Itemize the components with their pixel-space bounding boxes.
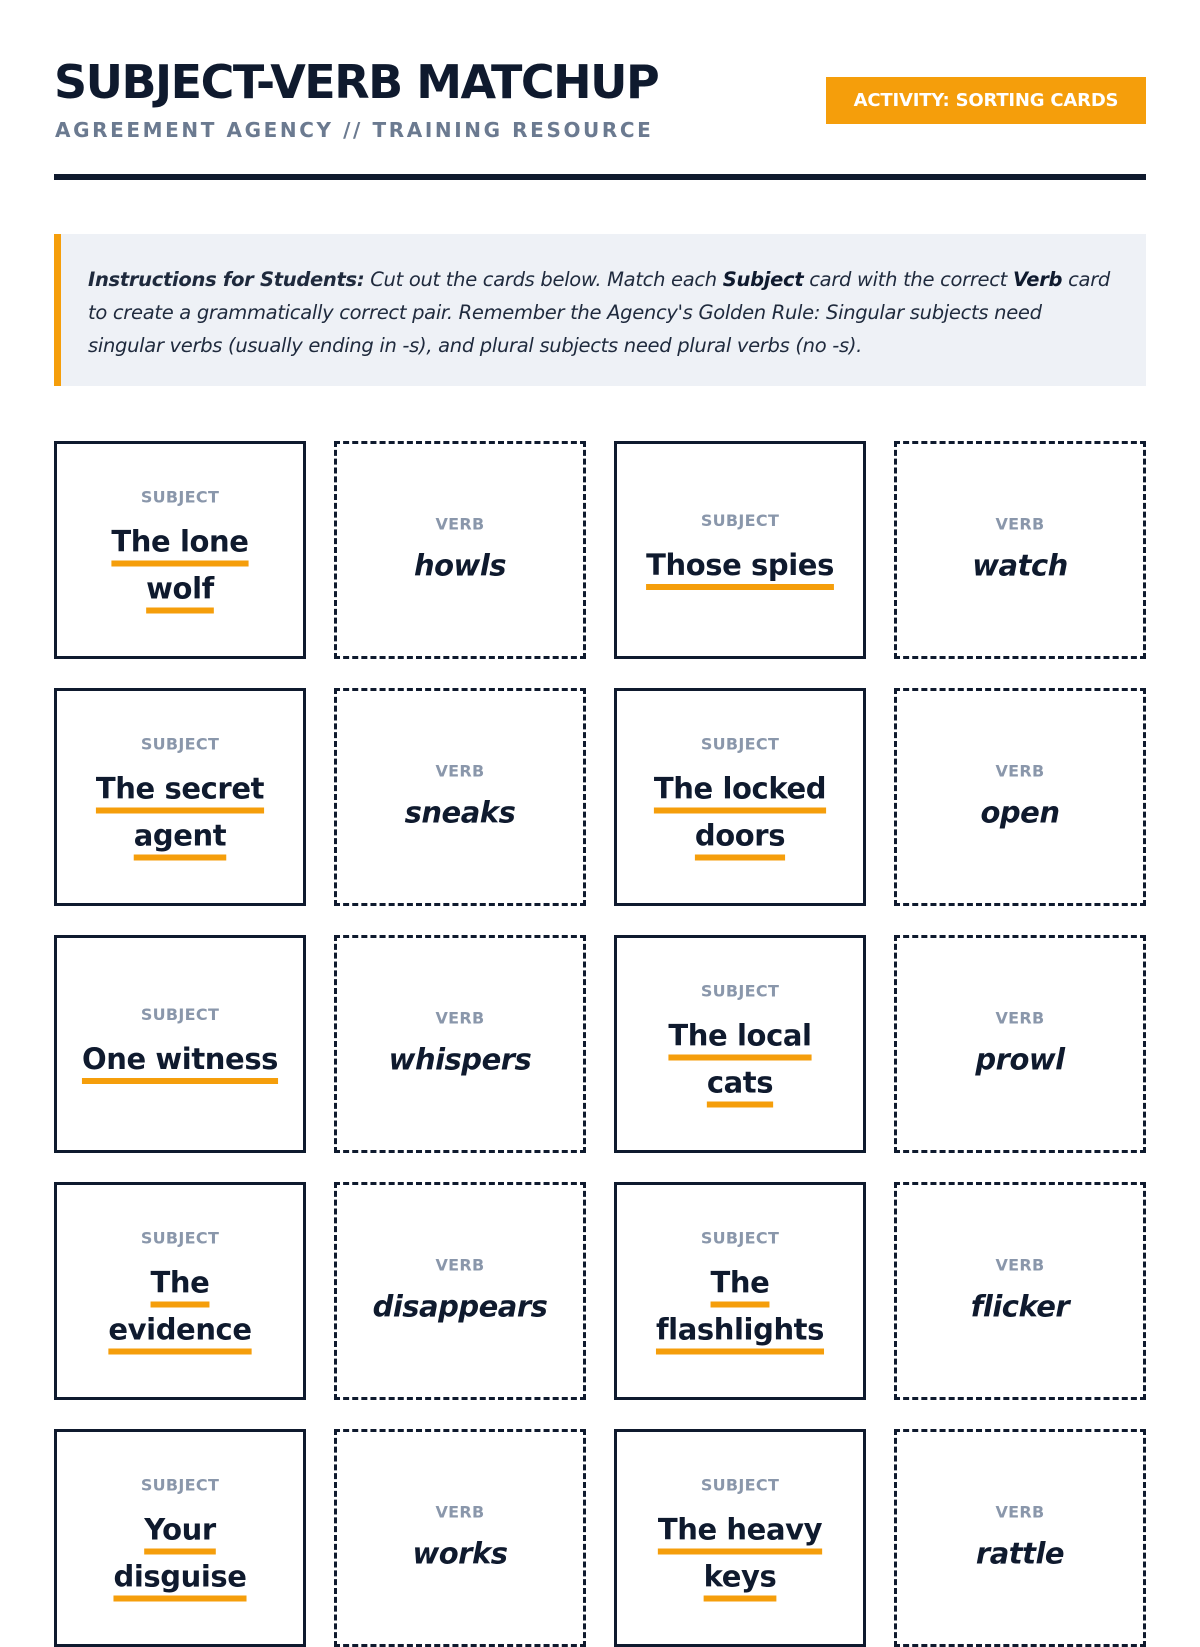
verb-text: flicker: [970, 1289, 1070, 1324]
card-label: VERB: [435, 514, 485, 534]
subject-text: One witness: [81, 1042, 279, 1076]
page-title: SUBJECT-VERB MATCHUP: [54, 55, 659, 109]
verb-card[interactable]: [894, 1182, 1146, 1400]
header-divider: [54, 174, 1146, 180]
subject-text: The secret agent: [95, 771, 265, 853]
instructions-lead: Instructions for Students:: [88, 268, 365, 291]
subject-card[interactable]: [54, 935, 306, 1153]
instructions-bold-verb: Verb: [1012, 268, 1063, 291]
verb-text: howls: [413, 548, 507, 583]
header: [54, 0, 1146, 180]
card-label: SUBJECT: [140, 1005, 220, 1024]
subject-text: The heavy keys: [657, 1512, 823, 1594]
instructions-bold-subject: Subject: [722, 268, 804, 291]
instructions-box: [54, 234, 1146, 386]
card-label: VERB: [435, 1255, 485, 1275]
subject-text: The local cats: [668, 1018, 812, 1100]
instructions-text: card to create a grammatically correct pair. Remember the Agency's Golden Rule: Singular subjects need singular verbs (usually ending in -s), and plural subjects need plural verbs (no -s).: [88, 268, 1110, 357]
subject-card[interactable]: [54, 441, 306, 659]
subject-card[interactable]: [614, 1429, 866, 1647]
card-label: VERB: [995, 1008, 1045, 1028]
subject-card[interactable]: [54, 1429, 306, 1647]
verb-text: rattle: [975, 1536, 1065, 1571]
subject-card[interactable]: [614, 1182, 866, 1400]
verb-text: disappears: [372, 1289, 548, 1324]
card-label: SUBJECT: [700, 511, 780, 530]
card-label: VERB: [435, 761, 485, 781]
instructions-text: card with the correct: [803, 268, 1013, 291]
verb-card[interactable]: [334, 688, 586, 906]
card-label: VERB: [435, 1008, 485, 1028]
card-label: SUBJECT: [700, 1228, 780, 1248]
verb-card[interactable]: [334, 1182, 586, 1400]
subject-text: The locked doors: [653, 771, 827, 853]
subject-card[interactable]: [54, 688, 306, 906]
card-label: VERB: [995, 1502, 1045, 1522]
subject-card[interactable]: [614, 688, 866, 906]
card-label: SUBJECT: [140, 1228, 220, 1248]
instructions-text: Cut out the cards below. Match each: [364, 268, 723, 291]
page-subtitle: AGREEMENT AGENCY // TRAINING RESOURCE: [55, 118, 654, 142]
verb-card[interactable]: [334, 935, 586, 1153]
verb-text: prowl: [975, 1042, 1065, 1077]
card-label: SUBJECT: [140, 487, 220, 507]
verb-text: open: [980, 795, 1060, 830]
card-label: VERB: [995, 761, 1045, 781]
subject-text: The flashlights: [655, 1265, 825, 1347]
verb-text: sneaks: [404, 795, 516, 830]
subject-card[interactable]: [614, 935, 866, 1153]
verb-text: watch: [972, 548, 1068, 583]
card-label: SUBJECT: [700, 1475, 780, 1495]
card-label: SUBJECT: [140, 734, 220, 754]
subject-text: The lone wolf: [111, 524, 249, 606]
verb-card[interactable]: [894, 688, 1146, 906]
subject-card[interactable]: [614, 441, 866, 659]
worksheet-page: [54, 0, 1146, 1594]
subject-text: Your disguise: [113, 1512, 247, 1594]
card-label: VERB: [995, 514, 1045, 534]
card-label: SUBJECT: [700, 734, 780, 754]
verb-card[interactable]: [334, 441, 586, 659]
verb-text: whispers: [388, 1042, 532, 1077]
card-label: VERB: [435, 1502, 485, 1522]
card-label: SUBJECT: [140, 1475, 220, 1495]
verb-text: works: [412, 1536, 508, 1571]
subject-text: Those spies: [646, 548, 834, 582]
verb-card[interactable]: [334, 1429, 586, 1647]
card-label: SUBJECT: [700, 981, 780, 1001]
activity-badge: ACTIVITY: SORTING CARDS: [826, 77, 1146, 124]
card-label: VERB: [995, 1255, 1045, 1275]
verb-card[interactable]: [894, 1429, 1146, 1647]
subject-text: The evidence: [108, 1265, 252, 1347]
verb-card[interactable]: [894, 441, 1146, 659]
subject-card[interactable]: [54, 1182, 306, 1400]
verb-card[interactable]: [894, 935, 1146, 1153]
